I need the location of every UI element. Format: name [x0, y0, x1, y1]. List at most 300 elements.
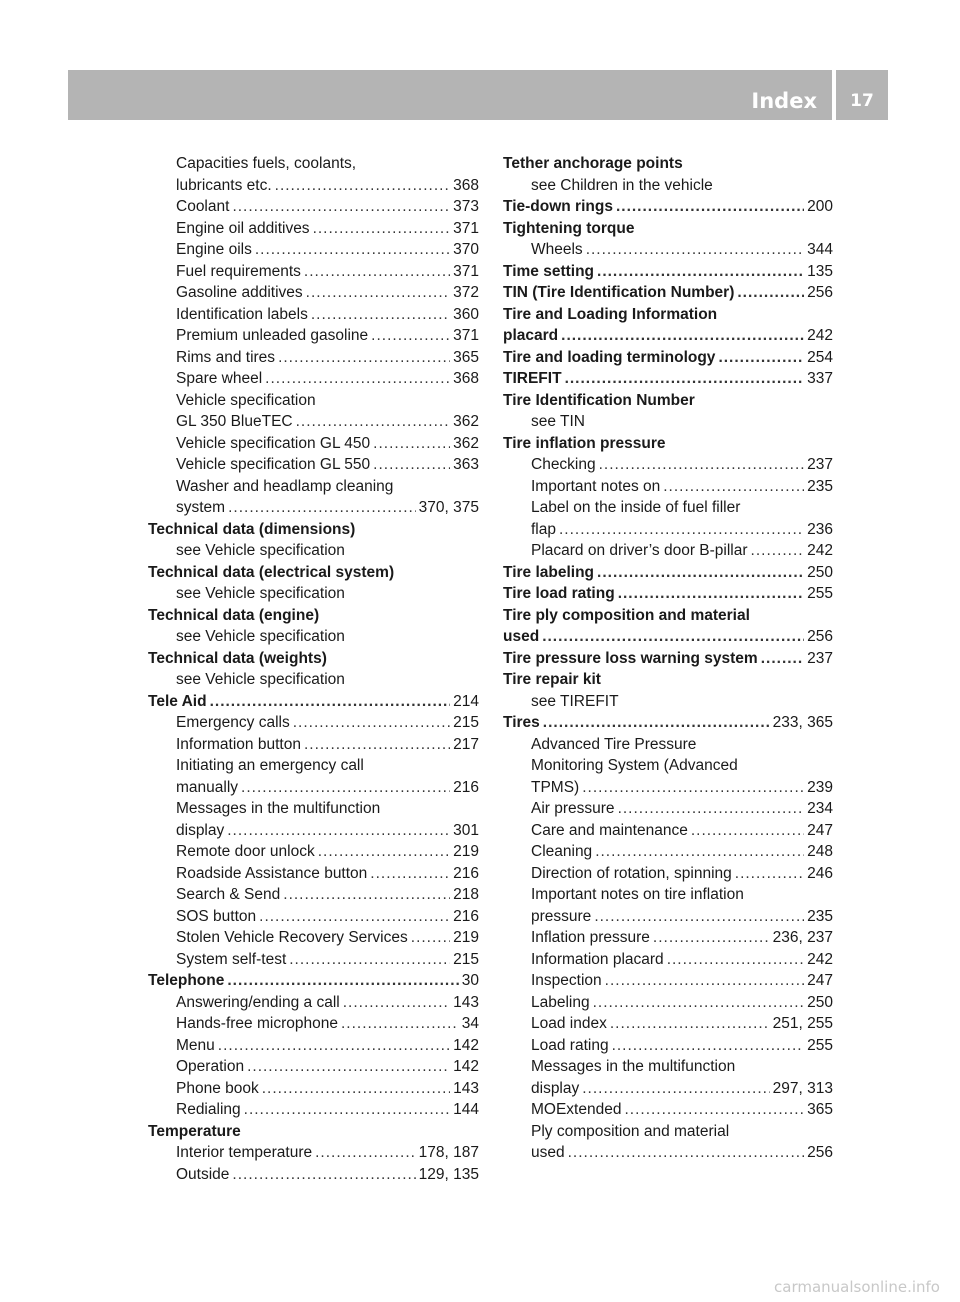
index-entry-text: Tightening torque: [503, 219, 635, 237]
dot-leader: [618, 583, 804, 605]
index-entry-page[interactable]: 215: [453, 714, 479, 731]
index-entry: [148, 175, 479, 197]
index-entry-text: see Vehicle specification: [176, 671, 345, 688]
dot-leader: [616, 196, 804, 218]
index-entry-text: Messages in the multifunction: [531, 1058, 736, 1075]
index-entry-text: lubricants etc.: [176, 176, 272, 194]
index-entry: [148, 605, 479, 627]
dot-leader: [227, 970, 458, 992]
index-entry: [148, 1078, 479, 1100]
index-entry-page[interactable]: 236: [807, 520, 833, 538]
index-entry: [148, 325, 479, 347]
index-entry: [148, 949, 479, 971]
index-entry-text: Direction of rotation, spinning: [531, 864, 732, 882]
index-entry: [148, 1035, 479, 1057]
index-entry: [503, 1099, 833, 1121]
index-entry-text: Technical data (engine): [148, 606, 320, 624]
index-entry-page[interactable]: 129, 135: [418, 1165, 479, 1183]
index-entry: [503, 304, 833, 326]
index-entry: [148, 239, 479, 261]
index-entry: [503, 626, 833, 648]
dot-leader: [751, 540, 805, 562]
index-entry-page[interactable]: 344: [807, 241, 833, 258]
page-number-box: [836, 70, 888, 120]
index-entry-text: Gasoline additives: [176, 284, 303, 301]
index-entry: [148, 927, 479, 949]
dot-leader: [761, 648, 804, 670]
index-entry-page[interactable]: 370, 375: [418, 499, 479, 516]
dot-leader: [241, 777, 450, 799]
index-entry-text: Phone book: [176, 1079, 259, 1097]
index-entry: [503, 755, 833, 777]
index-entry-text: system: [176, 499, 226, 516]
index-entry: [503, 519, 833, 541]
dot-leader: [232, 196, 450, 218]
index-entry: [148, 433, 479, 455]
dot-leader: [624, 1099, 804, 1121]
index-entry: [503, 390, 833, 412]
index-entry-page[interactable]: 200: [807, 198, 833, 215]
index-entry: [503, 325, 833, 347]
index-entry: [148, 540, 479, 562]
index-entry-page[interactable]: 360: [453, 305, 479, 323]
dot-leader: [594, 906, 804, 928]
dot-leader: [597, 261, 804, 283]
index-entry-text: used: [531, 1144, 565, 1161]
index-entry-text: Remote door unlock: [176, 843, 315, 860]
index-entry-page[interactable]: 297, 313: [772, 1079, 833, 1097]
index-entry-text: Tie-down rings: [503, 198, 613, 215]
index-entry: [503, 1013, 833, 1035]
index-column-left: [148, 153, 479, 1185]
index-entry: [503, 454, 833, 476]
index-entry: [503, 906, 833, 928]
index-entry-text: Washer and headlamp cleaning: [176, 477, 394, 495]
index-entry-page[interactable]: 246: [807, 864, 833, 882]
index-entry: [503, 863, 833, 885]
dot-leader: [306, 282, 450, 304]
index-entry-page[interactable]: 237: [807, 649, 833, 667]
index-entry-text: Tire inflation pressure: [503, 434, 666, 452]
index-entry-page[interactable]: 237: [807, 456, 833, 473]
index-entry: [148, 1056, 479, 1078]
index-entry-text: Temperature: [148, 1122, 241, 1140]
index-entry: [503, 368, 833, 390]
index-entry-page[interactable]: 242: [807, 542, 833, 559]
dot-leader: [542, 626, 804, 648]
header-bar: [68, 70, 832, 120]
dot-leader: [373, 433, 450, 455]
index-entry: [503, 648, 833, 670]
index-entry-text: placard: [503, 327, 559, 344]
index-entry: [148, 497, 479, 519]
dot-leader: [618, 798, 805, 820]
index-entry-text: Premium unleaded gasoline: [176, 327, 369, 344]
index-entry-text: Inflation pressure: [531, 929, 650, 946]
index-entry: [148, 519, 479, 541]
index-entry: [503, 218, 833, 240]
index-entry-text: manually: [176, 778, 239, 796]
dot-leader: [341, 1013, 459, 1035]
index-entry-text: Tele Aid: [148, 692, 207, 710]
index-entry-text: GL 350 BlueTEC: [176, 413, 293, 430]
index-entry-page[interactable]: 239: [807, 778, 833, 796]
index-entry: [503, 691, 833, 713]
index-entry-page[interactable]: 365: [453, 348, 479, 366]
index-entry-page[interactable]: 251, 255: [772, 1015, 833, 1032]
index-entry-page[interactable]: 370: [453, 241, 479, 258]
index-entry: [148, 669, 479, 691]
index-entry-text: see TIN: [531, 413, 585, 430]
index-entry-text: System self-test: [176, 950, 287, 968]
index-entry-text: Tire load rating: [503, 585, 615, 602]
index-entry-text: Vehicle specification GL 550: [176, 456, 371, 473]
index-entry-text: TIREFIT: [503, 370, 562, 387]
index-entry-text: used: [503, 628, 540, 645]
dot-leader: [304, 734, 450, 756]
index-entry-page[interactable]: 254: [807, 348, 833, 366]
index-entry-page[interactable]: 216: [453, 778, 479, 796]
index-entry: [503, 605, 833, 627]
index-entry: [503, 347, 833, 369]
index-entry-page[interactable]: 215: [453, 950, 479, 968]
index-entry: [503, 433, 833, 455]
index-entry-page[interactable]: 235: [807, 907, 833, 925]
dot-leader: [265, 368, 450, 390]
dot-leader: [228, 497, 416, 519]
dot-leader: [218, 1035, 450, 1057]
index-entry: [503, 196, 833, 218]
dot-leader: [586, 239, 804, 261]
index-entry-text: Stolen Vehicle Recovery Services: [176, 929, 408, 946]
index-entry: [503, 261, 833, 283]
index-entry-text: Load rating: [531, 1036, 609, 1054]
index-entry-page[interactable]: 214: [453, 692, 479, 710]
index-column-right: [503, 153, 833, 1164]
index-entry-text: Outside: [176, 1165, 230, 1183]
index-entry-text: Label on the inside of fuel filler: [531, 499, 741, 516]
index-entry-text: MOExtended: [531, 1101, 622, 1118]
index-entry: [503, 411, 833, 433]
index-entry-page[interactable]: 362: [453, 413, 479, 430]
index-entry: [503, 820, 833, 842]
index-entry: [148, 992, 479, 1014]
index-entry-text: TPMS): [531, 778, 580, 796]
dot-leader: [593, 992, 805, 1014]
dot-leader: [582, 1078, 769, 1100]
dot-leader: [259, 906, 450, 928]
index-entry: [503, 540, 833, 562]
dot-leader: [210, 691, 451, 713]
dot-leader: [653, 927, 770, 949]
index-entry: [148, 1142, 479, 1164]
index-entry-page[interactable]: 301: [453, 821, 479, 839]
index-entry-text: Capacities fuels, coolants,: [176, 155, 357, 172]
index-entry: [148, 390, 479, 412]
index-entry: [148, 411, 479, 433]
index-entry-page[interactable]: 30: [461, 972, 479, 989]
index-entry-page[interactable]: 255: [807, 585, 833, 602]
index-entry-text: see TIREFIT: [531, 692, 619, 710]
index-entry-text: Rims and tires: [176, 348, 276, 366]
index-entry-text: Fuel requirements: [176, 262, 301, 280]
dot-leader: [735, 863, 804, 885]
index-entry-text: Important notes on: [531, 477, 661, 495]
index-entry: [148, 304, 479, 326]
index-entry-text: Information placard: [531, 950, 664, 968]
dot-leader: [315, 1142, 416, 1164]
index-entry: [148, 970, 479, 992]
index-entry-page[interactable]: 337: [807, 370, 833, 387]
index-entry-page[interactable]: 250: [807, 993, 833, 1011]
index-entry-page[interactable]: 255: [807, 1036, 833, 1054]
dot-leader: [561, 325, 804, 347]
index-entry: [148, 562, 479, 584]
dot-leader: [599, 454, 805, 476]
dot-leader: [227, 820, 450, 842]
index-entry-text: Hands-free microphone: [176, 1015, 338, 1032]
index-entry-page[interactable]: 373: [453, 198, 479, 215]
index-entry-page[interactable]: 363: [453, 456, 479, 473]
index-entry-text: Inspection: [531, 972, 602, 989]
index-entry-text: Care and maintenance: [531, 821, 688, 839]
index-entry-text: Tether anchorage points: [503, 155, 683, 172]
index-entry-text: SOS button: [176, 907, 257, 925]
index-entry-page[interactable]: 362: [453, 434, 479, 452]
index-entry: [148, 755, 479, 777]
index-entry: [503, 927, 833, 949]
index-entry-page[interactable]: 233, 365: [772, 714, 833, 731]
dot-leader: [605, 970, 804, 992]
index-entry: [148, 863, 479, 885]
index-entry-text: Technical data (weights): [148, 649, 327, 667]
index-entry-page[interactable]: 219: [453, 843, 479, 860]
index-entry-text: see Vehicle specification: [176, 585, 345, 602]
index-entry-text: Ply composition and material: [531, 1122, 730, 1140]
index-entry-text: Identification labels: [176, 305, 308, 323]
index-entry: [503, 841, 833, 863]
dot-leader: [543, 712, 770, 734]
index-entry: [503, 1056, 833, 1078]
index-entry-text: display: [176, 821, 225, 839]
dot-leader: [296, 411, 451, 433]
index-entry: [148, 583, 479, 605]
index-entry-page[interactable]: 216: [453, 864, 479, 882]
dot-leader: [737, 282, 804, 304]
index-entry-page[interactable]: 144: [453, 1101, 479, 1118]
index-entry-text: Placard on driver’s door B-pillar: [531, 542, 748, 559]
index-entry-text: Tire and Loading Information: [503, 305, 718, 323]
dot-leader: [283, 884, 450, 906]
index-entry-text: Roadside Assistance button: [176, 864, 368, 882]
index-entry: [503, 497, 833, 519]
index-entry-text: Air pressure: [531, 800, 615, 817]
index-entry-page[interactable]: 371: [453, 327, 479, 344]
index-entry: [148, 820, 479, 842]
index-entry: [503, 1142, 833, 1164]
index-entry: [148, 1164, 479, 1186]
index-entry-page[interactable]: 143: [453, 1079, 479, 1097]
dot-leader: [275, 175, 450, 197]
index-entry: [148, 196, 479, 218]
index-entry: [503, 175, 833, 197]
dot-leader: [559, 519, 804, 541]
index-entry-page[interactable]: 143: [453, 993, 479, 1011]
index-entry-text: Tire repair kit: [503, 671, 601, 688]
index-entry: [148, 454, 479, 476]
index-entry-page[interactable]: 178, 187: [418, 1144, 479, 1161]
index-entry-text: Search & Send: [176, 886, 281, 903]
index-entry-page[interactable]: 235: [807, 477, 833, 495]
dot-leader: [311, 304, 450, 326]
index-entry: [503, 798, 833, 820]
dot-leader: [370, 863, 450, 885]
index-entry-text: Advanced Tire Pressure: [531, 735, 697, 753]
index-entry: [503, 1078, 833, 1100]
dot-leader: [565, 368, 805, 390]
index-entry-page[interactable]: 216: [453, 907, 479, 925]
index-entry-text: Wheels: [531, 241, 583, 258]
index-entry-text: Load index: [531, 1015, 607, 1032]
dot-leader: [343, 992, 450, 1014]
dot-leader: [247, 1056, 450, 1078]
index-entry-text: Monitoring System (Advanced: [531, 757, 738, 774]
dot-leader: [304, 261, 450, 283]
index-entry-page[interactable]: 365: [807, 1101, 833, 1118]
page-number: 17: [850, 91, 874, 111]
index-entry-text: flap: [531, 520, 556, 538]
index-entry: [503, 1035, 833, 1057]
index-entry-page[interactable]: 371: [453, 219, 479, 237]
index-entry: [148, 1099, 479, 1121]
index-entry: [503, 777, 833, 799]
index-entry-page[interactable]: 219: [453, 929, 479, 946]
index-entry-text: Vehicle specification GL 450: [176, 434, 371, 452]
index-entry-text: Emergency calls: [176, 714, 290, 731]
index-entry: [148, 368, 479, 390]
index-entry-text: Answering/ending a call: [176, 993, 340, 1011]
index-entry-page[interactable]: 371: [453, 262, 479, 280]
dot-leader: [667, 949, 804, 971]
dot-leader: [244, 1099, 450, 1121]
index-entry-page[interactable]: 242: [807, 950, 833, 968]
index-entry: [148, 282, 479, 304]
index-entry-page[interactable]: 250: [807, 563, 833, 581]
dot-leader: [691, 820, 804, 842]
index-entry-text: see Children in the vehicle: [531, 176, 713, 194]
index-entry-text: Interior temperature: [176, 1144, 313, 1161]
index-entry-text: Technical data (dimensions): [148, 520, 356, 538]
index-entry-text: Cleaning: [531, 843, 593, 860]
index-entry-text: Tires: [503, 714, 540, 731]
index-entry-page[interactable]: 256: [807, 284, 833, 301]
index-entry-page[interactable]: 234: [807, 800, 833, 817]
index-entry-page[interactable]: 142: [453, 1058, 479, 1075]
index-entry: [148, 884, 479, 906]
watermark: carmanualsonline.info: [774, 1278, 940, 1296]
index-entry-page[interactable]: 247: [807, 821, 833, 839]
index-entry: [148, 153, 479, 175]
section-title: Index: [751, 89, 817, 113]
index-entry: [148, 347, 479, 369]
index-entry-text: Coolant: [176, 198, 230, 215]
index-entry: [148, 648, 479, 670]
index-entry-page[interactable]: 242: [807, 327, 833, 344]
index-entry-text: display: [531, 1079, 580, 1097]
index-entry-page[interactable]: 236, 237: [772, 929, 833, 946]
index-entry: [503, 282, 833, 304]
index-entry-page[interactable]: 217: [453, 735, 479, 753]
dot-leader: [411, 927, 450, 949]
index-entry: [503, 583, 833, 605]
dot-leader: [610, 1013, 770, 1035]
index-entry-page[interactable]: 142: [453, 1036, 479, 1054]
index-entry: [503, 239, 833, 261]
index-entry-page[interactable]: 34: [461, 1015, 479, 1032]
index-entry-page[interactable]: 135: [807, 262, 833, 280]
index-entry: [148, 691, 479, 713]
index-entry-text: Time setting: [503, 262, 595, 280]
dot-leader: [582, 777, 804, 799]
index-entry: [148, 777, 479, 799]
index-entry: [148, 261, 479, 283]
index-entry-text: Menu: [176, 1036, 215, 1054]
dot-leader: [568, 1142, 805, 1164]
index-entry: [148, 712, 479, 734]
index-entry: [503, 153, 833, 175]
dot-leader: [597, 562, 804, 584]
index-entry-page[interactable]: 247: [807, 972, 833, 989]
index-entry-text: Operation: [176, 1058, 245, 1075]
index-entry-page[interactable]: 248: [807, 843, 833, 860]
index-entry-text: see Vehicle specification: [176, 628, 345, 645]
index-entry-text: Initiating an emergency call: [176, 757, 364, 774]
index-entry-page[interactable]: 218: [453, 886, 479, 903]
index-entry-page[interactable]: 256: [807, 1144, 833, 1161]
index-entry: [148, 1121, 479, 1143]
dot-leader: [262, 1078, 450, 1100]
index-entry-page[interactable]: 256: [807, 628, 833, 645]
index-entry-text: Redialing: [176, 1101, 241, 1118]
index-entry-page[interactable]: 368: [453, 176, 479, 194]
index-entry-text: Tire Identification Number: [503, 391, 695, 409]
dot-leader: [373, 454, 450, 476]
index-entry: [148, 1013, 479, 1035]
dot-leader: [313, 218, 451, 240]
index-entry-page[interactable]: 368: [453, 370, 479, 387]
dot-leader: [293, 712, 450, 734]
index-entry: [148, 734, 479, 756]
index-entry-text: Tire pressure loss warning system: [503, 649, 758, 667]
dot-leader: [718, 347, 804, 369]
index-entry: [148, 798, 479, 820]
index-entry-text: Tire and loading terminology: [503, 348, 716, 366]
index-entry-text: TIN (Tire Identification Number): [503, 284, 735, 301]
index-entry: [503, 970, 833, 992]
index-entry: [503, 712, 833, 734]
index-entry: [503, 476, 833, 498]
index-entry-page[interactable]: 372: [453, 284, 479, 301]
index-entry-text: Technical data (electrical system): [148, 563, 395, 581]
dot-leader: [595, 841, 804, 863]
index-entry: [503, 884, 833, 906]
dot-leader: [612, 1035, 805, 1057]
dot-leader: [232, 1164, 415, 1186]
index-entry: [503, 734, 833, 756]
index-entry: [148, 626, 479, 648]
index-entry-text: Engine oil additives: [176, 219, 310, 237]
dot-leader: [255, 239, 450, 261]
